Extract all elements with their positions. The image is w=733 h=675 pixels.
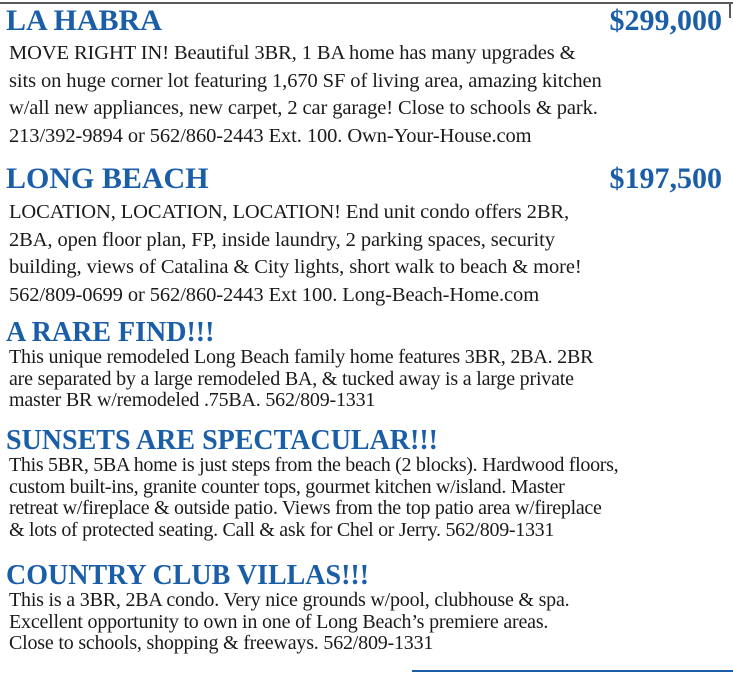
description-line: This is a 3BR, 2BA condo. Very nice grounds w/pool, clubhouse & spa. [9, 589, 570, 611]
listing-title: A RARE FIND!!! [6, 317, 215, 348]
listing-sunsets-heading [6, 426, 722, 456]
description-line: This unique remodeled Long Beach family home features 3BR, 2BA. 2BR [9, 346, 594, 368]
listing-la-habra-heading [6, 3, 722, 39]
listing-title: COUNTRY CLUB VILLAS!!! [6, 560, 370, 591]
description-line: 213/392-9894 or 562/860-2443 Ext. 100. Own-Your-House.com [9, 124, 532, 147]
description-line: & lots of protected seating. Call & ask for Chel or Jerry. 562/809-1331 [9, 518, 555, 541]
listing-long-beach-description [9, 199, 729, 309]
description-line: master BR w/remodeled .75BA. 562/809-1331 [9, 389, 376, 411]
listing-long-beach-heading [6, 161, 722, 197]
listing-country-club-description [9, 590, 729, 655]
description-line: Excellent opportunity to own in one of Long Beach’s premiere areas. [9, 610, 549, 633]
description-line: sits on huge corner lot featuring 1,670 SF of living area, amazing kitchen [9, 69, 602, 92]
description-line: retreat w/fireplace & outside patio. Views from the top patio area w/fireplace [9, 497, 602, 519]
listing-title: LONG BEACH [6, 162, 209, 195]
description-line: custom built-ins, granite counter tops, gourmet kitchen w/island. Master [9, 475, 565, 498]
description-line: w/all new appliances, new carpet, 2 car garage! Close to schools & park. [9, 97, 598, 119]
listing-sunsets-description [9, 455, 729, 541]
description-line: LOCATION, LOCATION, LOCATION! End unit condo offers 2BR, [9, 201, 569, 223]
listing-rare-find-heading [6, 318, 722, 348]
listing-title: SUNSETS ARE SPECTACULAR!!! [6, 425, 439, 456]
bottom-rule [412, 670, 733, 672]
right-rule [729, 2, 731, 18]
listing-la-habra-description [9, 40, 729, 150]
listing-title: LA HABRA [6, 4, 162, 37]
description-line: MOVE RIGHT IN! Beautiful 3BR, 1 BA home has many upgrades & [9, 42, 576, 64]
description-line: are separated by a large remodeled BA, & tucked away is a large private [9, 367, 574, 390]
description-line: Close to schools, shopping & freeways. 562/809-1331 [9, 632, 434, 654]
listing-rare-find-description [9, 347, 729, 412]
listing-price: $197,500 [609, 162, 722, 195]
description-line: This 5BR, 5BA home is just steps from the beach (2 blocks). Hardwood floors, [9, 454, 619, 476]
description-line: 562/809-0699 or 562/860-2443 Ext 100. Long-Beach-Home.com [9, 283, 540, 306]
listing-country-club-heading [6, 561, 722, 591]
description-line: building, views of Catalina & City lights, short walk to beach & more! [9, 256, 582, 278]
listing-price: $299,000 [609, 4, 722, 37]
description-line: 2BA, open floor plan, FP, inside laundry, 2 parking spaces, security [9, 228, 555, 251]
